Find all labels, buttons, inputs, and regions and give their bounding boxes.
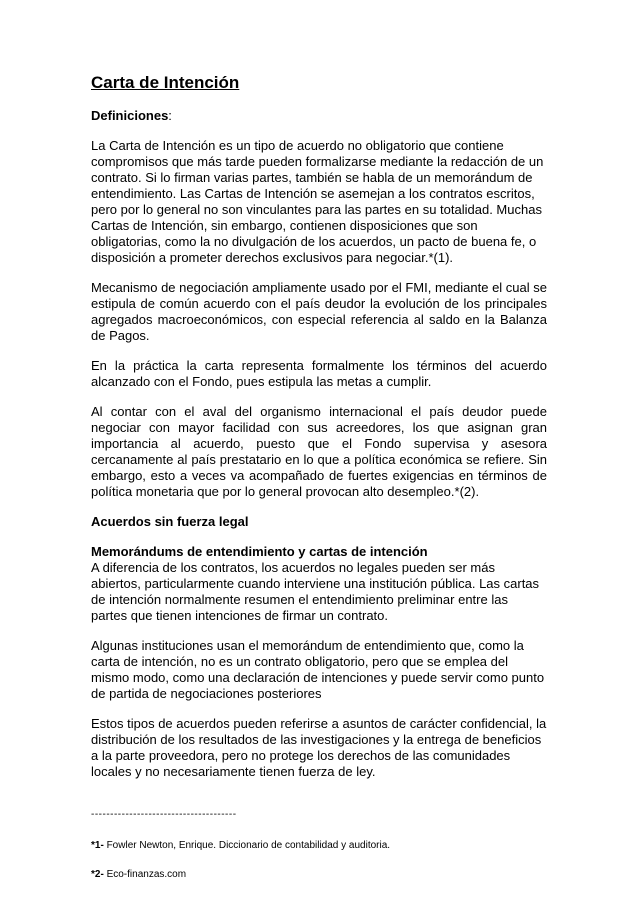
paragraph-memorandum: Algunas instituciones usan el memorándum de entendimiento que, como la carta de intención, no es un contrato obligatorio, pero que se emplea del mismo modo, como una declaración de intenciones y puede servir como punto de partida de negociaciones posteriores xyxy=(91,638,545,701)
footnote-2 xyxy=(91,868,547,881)
footnotes xyxy=(91,808,547,897)
section-heading: Acuerdos sin fuerza legal xyxy=(91,514,249,529)
paragraph-definition: La Carta de Intención es un tipo de acuerdo no obligatorio que contiene compromisos que más tarde pueden formalizarse mediante la redacción de un contrato. Si lo firman varias partes, también se habla de un memorándum de entendimiento. Las Cartas de Intención se asemejan a los contratos escritos, pero por lo general no son vinculantes para las partes en su totalidad. Muchas Cartas de Intención, sin embargo, contienen disposiciones que son obligatorias, como la no divulgación de los acuerdos, un pacto de buena fe, o disposición a prometer derechos exclusivos para negociar.*(1). xyxy=(91,138,544,265)
paragraph-practice: En la práctica la carta representa formalmente los términos del acuerdo alcanzado con el Fondo, pues estipula las metas a cumplir. xyxy=(91,358,547,389)
definitions-label: Definiciones xyxy=(91,108,169,123)
footnote-1-marker: *1- xyxy=(91,840,104,851)
footnote-2-marker: *2- xyxy=(91,869,104,880)
document-title: Carta de Intención xyxy=(91,73,240,92)
paragraph-non-legal: A diferencia de los contratos, los acuerdos no legales pueden ser más abiertos, particularmente cuando interviene una institución pública. Las cartas de intención normalmente resumen el entendimiento preliminar entre las partes que tienen intenciones de firmar un contrato. xyxy=(91,560,540,623)
footnote-1-text: Fowler Newton, Enrique. Diccionario de contabilidad y auditoria. xyxy=(103,840,391,851)
definitions-line xyxy=(91,108,547,124)
paragraph-endorsement: Al contar con el aval del organismo internacional el país deudor puede negociar con mayor facilidad con sus acreedores, los que asignan gran importancia al acuerdo, puesto que el Fondo supervisa y asesora cercanamente al país prestatario en lo que a política económica se refiere. Sin embargo, esto a veces va acompañado de fuertes exigencias en términos de política monetaria que por lo general provocan alto desempleo.*(2). xyxy=(91,404,547,499)
sub-heading: Memorándums de entendimiento y cartas de intención xyxy=(91,544,428,559)
footnote-2-text: Eco-finanzas.com xyxy=(103,869,187,880)
paragraph-confidential: Estos tipos de acuerdos pueden referirse a asuntos de carácter confidencial, la distribución de los resultados de las investigaciones y la entrega de beneficios a la parte proveedora, pero no protege los derechos de las comunidades locales y no necesariamente tienen fuerza de ley. xyxy=(91,716,547,779)
paragraph-mechanism: Mecanismo de negociación ampliamente usado por el FMI, mediante el cual se estipula de común acuerdo con el país deudor la evolución de los principales agregados macroeconómicos, con especial referencia al saldo en la Balanza de Pagos. xyxy=(91,280,547,343)
definitions-colon: : xyxy=(168,108,172,123)
document-body xyxy=(91,72,547,794)
footnote-separator: -------------------------------------- xyxy=(91,809,237,820)
footnote-1 xyxy=(91,839,547,852)
